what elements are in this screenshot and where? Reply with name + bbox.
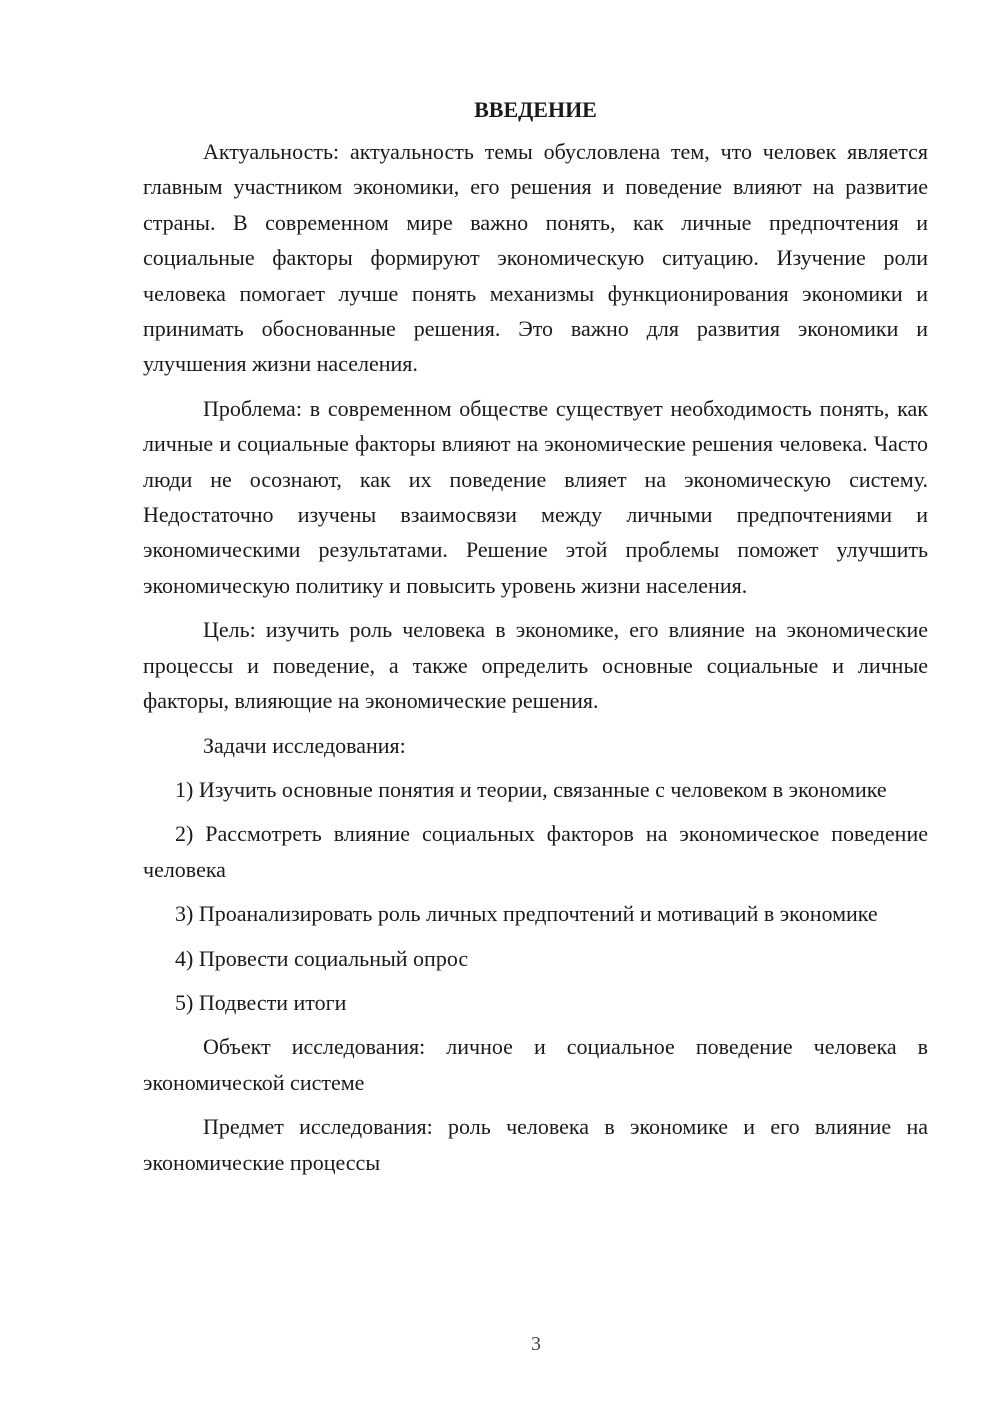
goal-paragraph: Цель: изучить роль человека в экономике, его влияние на экономические процессы и поведение, а также определить основные социальные и личные факторы, влияющие на экономические решения. [143, 617, 928, 714]
relevance-paragraph: Актуальность: актуальность темы обусловлена тем, что человек является главным участником экономики, его решения и поведение влияют на развитие страны. В современном мире важно понять, как личные предпочтения и социальные факторы формируют экономическую ситуацию. Изучение роли человека помогает лучше понять механизмы функционирования экономики и принимать обоснованные решения. Это важно для развития экономики и улучшения жизни населения. [143, 139, 928, 377]
page-number: 3 [531, 1333, 541, 1355]
problem-paragraph: Проблема: в современном обществе существует необходимость понять, как личные и социальные факторы влияют на экономические решения человека. Часто люди не осознают, как их поведение влияет на экономическую систему. Недостаточно изучены взаимосвязи между личными предпочтениями и экономическими результатами. Решение этой проблемы поможет улучшить экономическую политику и повысить уровень жизни населения. [143, 395, 928, 598]
task-item-3: 3) Проанализировать роль личных предпочтений и мотиваций в экономике [175, 901, 878, 927]
task-item-4: 4) Провести социальный опрос [175, 945, 469, 971]
tasks-heading: Задачи исследования: [203, 732, 406, 758]
task-item-1: 1) Изучить основные понятия и теории, связанные с человеком в экономике [175, 776, 887, 802]
object-paragraph: Объект исследования: личное и социальное поведение человека в экономической системе [143, 1034, 928, 1095]
task-item-2: 2) Рассмотреть влияние социальных факторов на экономическое поведение человека [143, 821, 928, 882]
task-item-5: 5) Подвести итоги [175, 989, 347, 1015]
document-page [143, 92, 928, 1189]
subject-paragraph: Предмет исследования: роль человека в экономике и его влияние на экономические процессы [143, 1114, 928, 1175]
section-title: ВВЕДЕНИЕ [474, 97, 597, 122]
